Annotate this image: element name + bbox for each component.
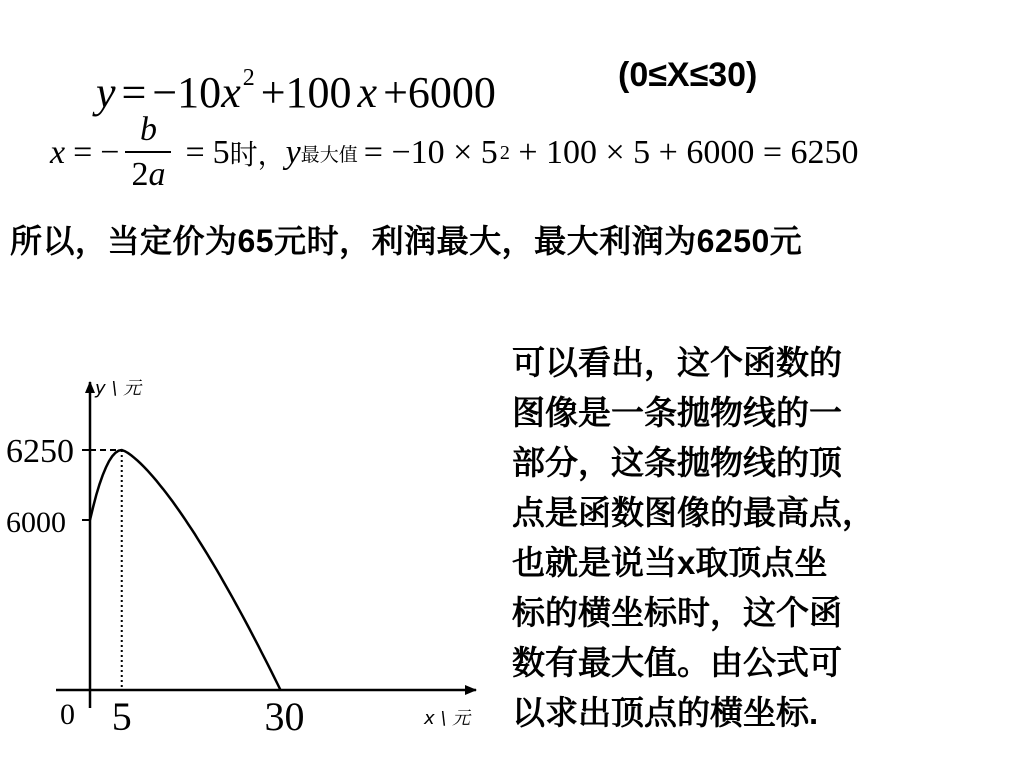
formula-y: y [96,68,116,117]
explanation-line: 以求出顶点的横坐标. [512,694,819,731]
vertex-when-text: 时， [229,138,286,171]
fraction-denominator: 2a [131,156,166,193]
formula-equals: = [121,68,147,117]
vertex-rhs-exponent: 2 [499,141,510,164]
x-axis-label: x \ 元 [424,708,471,729]
parabola-curve [90,450,281,690]
x-tick-label-5: 5 [111,694,132,739]
y-axis-label: y \ 元 [95,378,142,399]
vertex-y-subscript: 最大值 [300,143,358,166]
formula-term-b: +100 [260,68,352,117]
parabola-graph [0,370,500,750]
vertex-fraction [125,109,171,197]
vertex-equals-1: = [73,134,93,171]
vertex-minus: − [100,134,120,171]
formula-x-squared: x [221,68,241,117]
y-tick-label-6250: 6250 [6,433,74,470]
conclusion-text: 所以，当定价为65元时，利润最大，最大利润为6250元 [10,223,803,259]
x-tick-label-30: 30 [264,694,305,739]
formula-x-linear: x [357,68,378,117]
origin-label: 0 [60,698,75,731]
formula-exponent: 2 [242,65,255,91]
y-tick-label-6000: 6000 [6,506,66,539]
vertex-y: y [285,134,301,171]
vertex-x-value: 5 [212,134,230,171]
explanation-line: 图像是一条抛物线的一 [512,394,842,431]
formula-coef-a: −10 [152,68,222,117]
formula-domain: (0≤X≤30) [618,56,758,94]
explanation-line: 标的横坐标时，这个函 [512,594,842,631]
explanation-line: 也就是说当x取顶点坐 [512,544,828,581]
formula-term-c: +6000 [383,68,496,117]
explanation-line: 数有最大值。由公式可 [512,644,842,681]
explanation-line: 点是函数图像的最高点， [512,494,875,531]
fraction-numerator: b [139,111,157,148]
explanation-line: 部分，这条抛物线的顶 [512,444,842,481]
vertex-x: x [50,134,66,171]
explanation-paragraph [512,338,932,738]
vertex-equals-2: = [185,134,205,171]
explanation-line: 可以看出，这个函数的 [512,344,842,381]
vertex-rhs-rest: + 100 × 5 + 6000 = 6250 [509,134,859,171]
vertex-formula [50,108,859,198]
vertex-rhs: = −10 × 5 [363,134,498,171]
